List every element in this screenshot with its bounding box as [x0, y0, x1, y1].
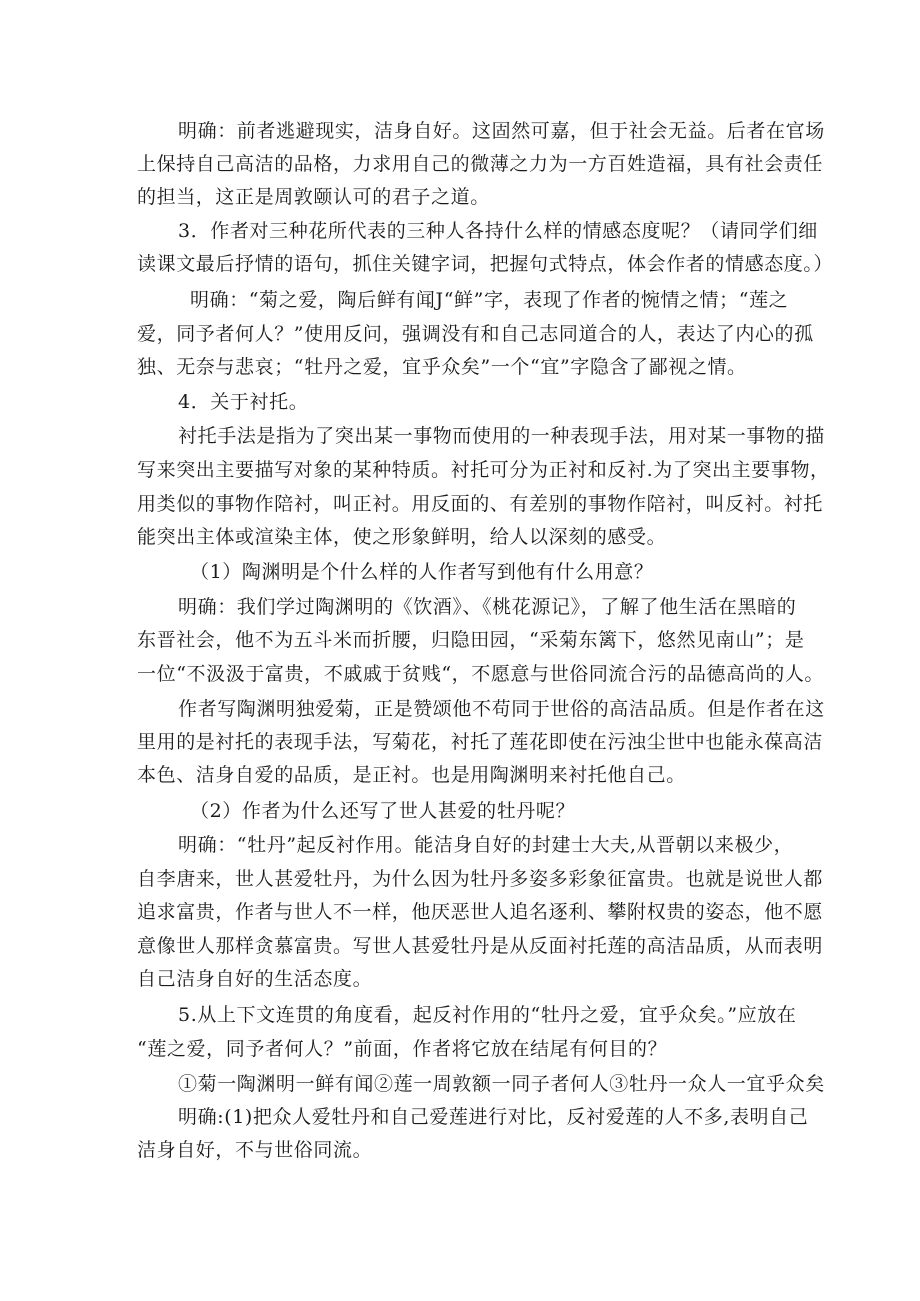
paragraph-line: 明确：我们学过陶渊明的《饮酒》、《桃花源记》，了解了他生活在黑暗的: [178, 596, 797, 618]
paragraph-line: 自己洁身自好的生活态度。: [137, 968, 373, 990]
paragraph-line: 里用的是衬托的表现手法，写菊花，衬托了莲花即使在污浊尘世中也能永葆高洁: [137, 731, 824, 753]
paragraph-line: 意像世人那样贪慕富贵。写世人甚爱牡丹是从反面衬托莲的高洁品质，从而表明: [137, 935, 824, 957]
section-heading: 4．关于衬托。: [178, 391, 309, 413]
paragraph-line: 独、无奈与悲哀；“牡丹之爱，宜乎众矣”一个“宜”字隐含了鄙视之情。: [137, 356, 747, 378]
paragraph-line: 用类似的事物作陪衬，叫正衬。用反面的、有差别的事物作陪衬，叫反衬。衬托: [137, 493, 824, 515]
paragraph-line: 追求富贵，作者与世人不一样，他厌恶世人追名逐利、攀附权贵的姿态，他不愿: [137, 901, 824, 923]
paragraph-line: 的担当，这正是周敦颐认可的君子之道。: [137, 186, 490, 208]
paragraph-line: 作者写陶渊明独爱菊，正是赞颂他不苟同于世俗的高洁品质。但是作者在这: [178, 698, 825, 720]
paragraph-line: 读课文最后抒情的语句，抓住关键字词，把握句式特点，体会作者的情感态度。）: [137, 253, 834, 275]
paragraph-line: 衬托手法是指为了突出某一事物而使用的一种表现手法，用对某一事物的描: [178, 425, 825, 447]
paragraph-line: 5.从上下文连贯的角度看，起反衬作用的“牡丹之爱，宜乎众矣。”应放在: [178, 1004, 797, 1026]
paragraph-line: ①菊一陶渊明一鲜有闻②莲一周敦额一同子者何人③牡丹一众人一宜乎众矣: [178, 1073, 825, 1095]
paragraph-line: 写来突出主要描写对象的某种特质。衬托可分为正衬和反衬.为了突出主要事物，: [137, 459, 830, 481]
paragraph-line: 一位“不汲汲于富贵，不戚戚于贫贱“，不愿意与世俗同流合污的品德高尚的人。: [137, 663, 825, 685]
paragraph-line: 自李唐来，世人甚爱牡丹，为什么因为牡丹多姿多彩象征富贵。也就是说世人都: [137, 868, 824, 890]
paragraph-line: 本色、洁身自爱的品质，是正衬。也是用陶渊明来衬托他自己。: [137, 764, 686, 786]
paragraph-line: 3．作者对三种花所代表的三种人各持什么样的情感态度呢？（请同学们细: [178, 220, 818, 242]
paragraph-line: 能突出主体或渲染主体，使之形象鲜明，给人以深刻的感受。: [137, 526, 667, 548]
paragraph-line: 上保持自己高洁的品格，力求用自己的微薄之力为一方百姓造福，具有社会责任: [137, 153, 824, 175]
paragraph-line: 明确：“牡丹”起反衬作用。能洁身自好的封建士大夫,从晋朝以来极少，: [178, 834, 794, 856]
question-heading: （1）陶渊明是个什么样的人作者写到他有什么用意？: [190, 561, 654, 583]
question-heading: （2）作者为什么还写了世人甚爱的牡丹呢？: [190, 800, 576, 822]
paragraph-line: 明确：“菊之爱，陶后鲜有闻J“鲜”字，表现了作者的惋情之情；“莲之: [190, 289, 789, 311]
paragraph-line: 明确:(1)把众人爱牡丹和自己爱莲进行对比，反衬爱莲的人不多,表明自己: [178, 1106, 809, 1128]
paragraph-line: 明确：前者逃避现实，洁身自好。这固然可嘉，但于社会无益。后者在官场: [178, 120, 825, 142]
paragraph-line: 东晋社会，他不为五斗米而折腰，归隐田园，“采菊东篱下，悠然见南山”；是: [137, 629, 805, 651]
paragraph-line: 爱，同予者何人？”使用反问，强调没有和自己志同道合的人，表达了内心的孤: [137, 323, 814, 345]
paragraph-line: “莲之爱，同予者何人？”前面，作者将它放在结尾有何目的？: [137, 1038, 668, 1060]
paragraph-line: 洁身自好，不与世俗同流。: [137, 1139, 373, 1161]
